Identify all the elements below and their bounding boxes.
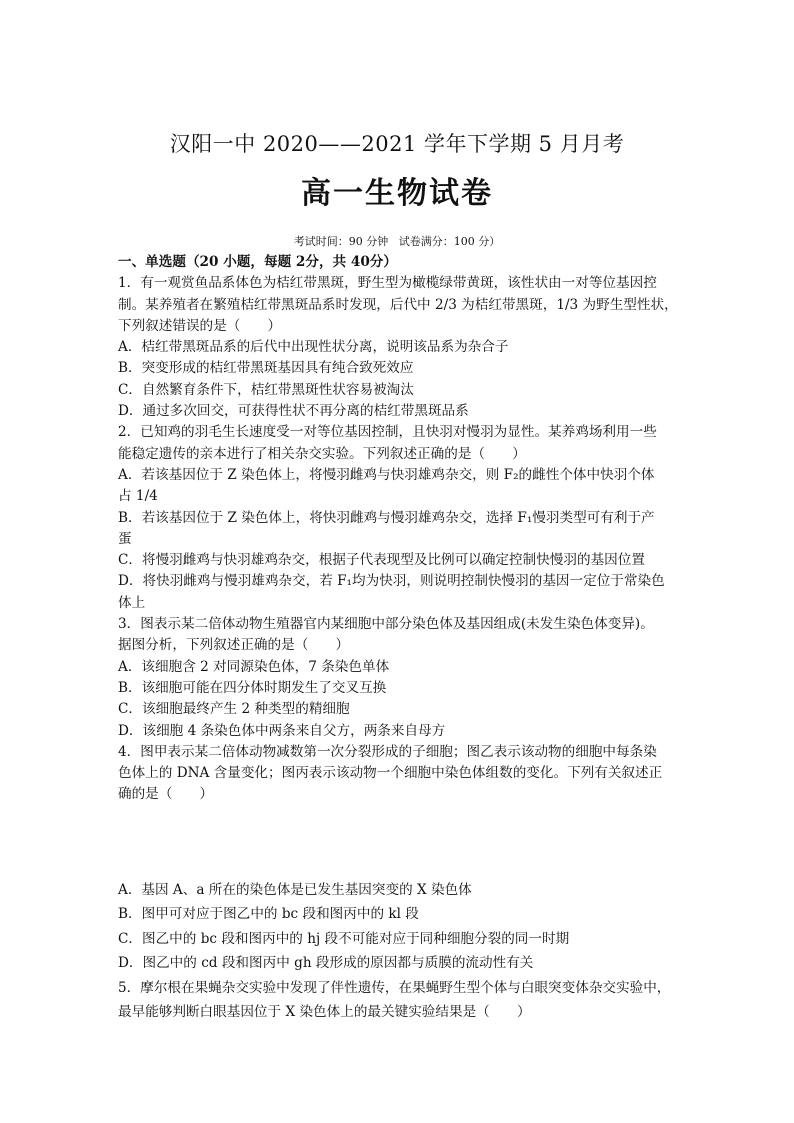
- section-heading: 一、单选题（20 小题，每题 2分，共 40分）: [118, 254, 397, 270]
- question-1: [118, 273, 678, 422]
- question-text: 1．有一观赏鱼品系体色为桔红带黑斑，野生型为橄榄绿带黄斑，该性状由一对等位基因控: [118, 275, 657, 292]
- option-a-cont: 占 1/4: [118, 488, 158, 505]
- question-text: 色体上的 DNA 含量变化；图丙表示该动物一个细胞中染色体组数的变化。下列有关叙述正: [118, 765, 663, 782]
- option-d: D．图乙中的 cd 段和图丙中 gh 段形成的原因都与质膜的流动性有关: [118, 955, 534, 972]
- question-text: 据图分析，下列叙述正确的是（ ）: [118, 637, 350, 654]
- option-b: B．突变形成的桔红带黑斑基因具有纯合致死效应: [118, 360, 414, 377]
- question-4: [118, 742, 678, 976]
- question-5: [118, 976, 678, 1025]
- option-b: B．图甲可对应于图乙中的 bc 段和图丙中的 kl 段: [118, 906, 419, 923]
- option-c: C．将慢羽雌鸡与快羽雄鸡杂交，根据子代表现型及比例可以确定控制快慢羽的基因位置: [118, 552, 645, 569]
- figure-space: [118, 806, 678, 878]
- option-b: B．该细胞可能在四分体时期发生了交叉互换: [118, 679, 387, 696]
- question-text: 下列叙述错误的是（ ）: [118, 317, 282, 334]
- question-text: 能稳定遗传的亲本进行了相关杂交实验。下列叙述正确的是（ ）: [118, 445, 526, 462]
- option-d: D．将快羽雌鸡与慢羽雄鸡杂交，若 F₁均为快羽，则说明控制快慢羽的基因一定位于常染色: [118, 573, 665, 590]
- question-text: 4．图甲表示某二倍体动物减数第一次分裂形成的子细胞；图乙表示该动物的细胞中每条染: [118, 743, 657, 760]
- option-a: A．若该基因位于 Z 染色体上，将慢羽雌鸡与快羽雄鸡杂交，则 F₂的雌性个体中快羽个体: [118, 466, 655, 483]
- option-a: A．基因 A、a 所在的染色体是已发生基因突变的 X 染色体: [118, 881, 472, 898]
- question-text: 5．摩尔根在果蝇杂交实验中发现了伴性遗传，在果蝇野生型个体与白眼突变体杂交实验中，: [118, 979, 671, 996]
- option-a: A．桔红带黑斑品系的后代中出现性状分离，说明该品系为杂合子: [118, 339, 509, 356]
- option-c: C．自然繁育条件下，桔红带黑斑性状容易被淘汰: [118, 381, 414, 398]
- subject-title: 高一生物试卷: [301, 176, 493, 211]
- option-d: D．通过多次回交，可获得性状不再分离的桔红带黑斑品系: [118, 403, 469, 420]
- exam-title: 汉阳一中 2020——2021 学年下学期 5 月月考: [169, 132, 625, 156]
- question-text: 最早能够判断白眼基因位于 X 染色体上的最关键实验结果是（ ）: [118, 1004, 531, 1021]
- option-b-cont: 蛋: [118, 530, 132, 547]
- option-d-cont: 体上: [118, 594, 146, 611]
- question-text: 2．已知鸡的羽毛生长速度受一对等位基因控制，且快羽对慢羽为显性。某养鸡场利用一些: [118, 424, 657, 441]
- option-a: A．该细胞含 2 对同源染色体，7 条染色单体: [118, 658, 390, 675]
- exam-body: [118, 252, 678, 1025]
- question-text: 制。某养殖者在繁殖桔红带黑斑品系时发现，后代中 2/3 为桔红带黑斑，1/3 为野生型性状，: [118, 296, 678, 313]
- question-3: [118, 614, 678, 742]
- question-2: [118, 422, 678, 614]
- option-b: B．若该基因位于 Z 染色体上，将快羽雌鸡与慢羽雄鸡杂交，选择 F₁慢羽类型可有利于产: [118, 509, 655, 526]
- option-c: C．图乙中的 bc 段和图丙中的 hj 段不可能对应于同种细胞分裂的同一时期: [118, 930, 570, 947]
- option-c: C．该细胞最终产生 2 种类型的精细胞: [118, 701, 350, 718]
- exam-info: 考试时间：90 分钟 试卷满分：100 分）: [293, 235, 501, 248]
- option-d: D．该细胞 4 条染色体中两条来自父方，两条来自母方: [118, 722, 446, 739]
- question-text: 确的是（ ）: [118, 786, 214, 803]
- question-text: 3．图表示某二倍体动物生殖器官内某细胞中部分染色体及基因组成(未发生染色体变异)。: [118, 616, 654, 633]
